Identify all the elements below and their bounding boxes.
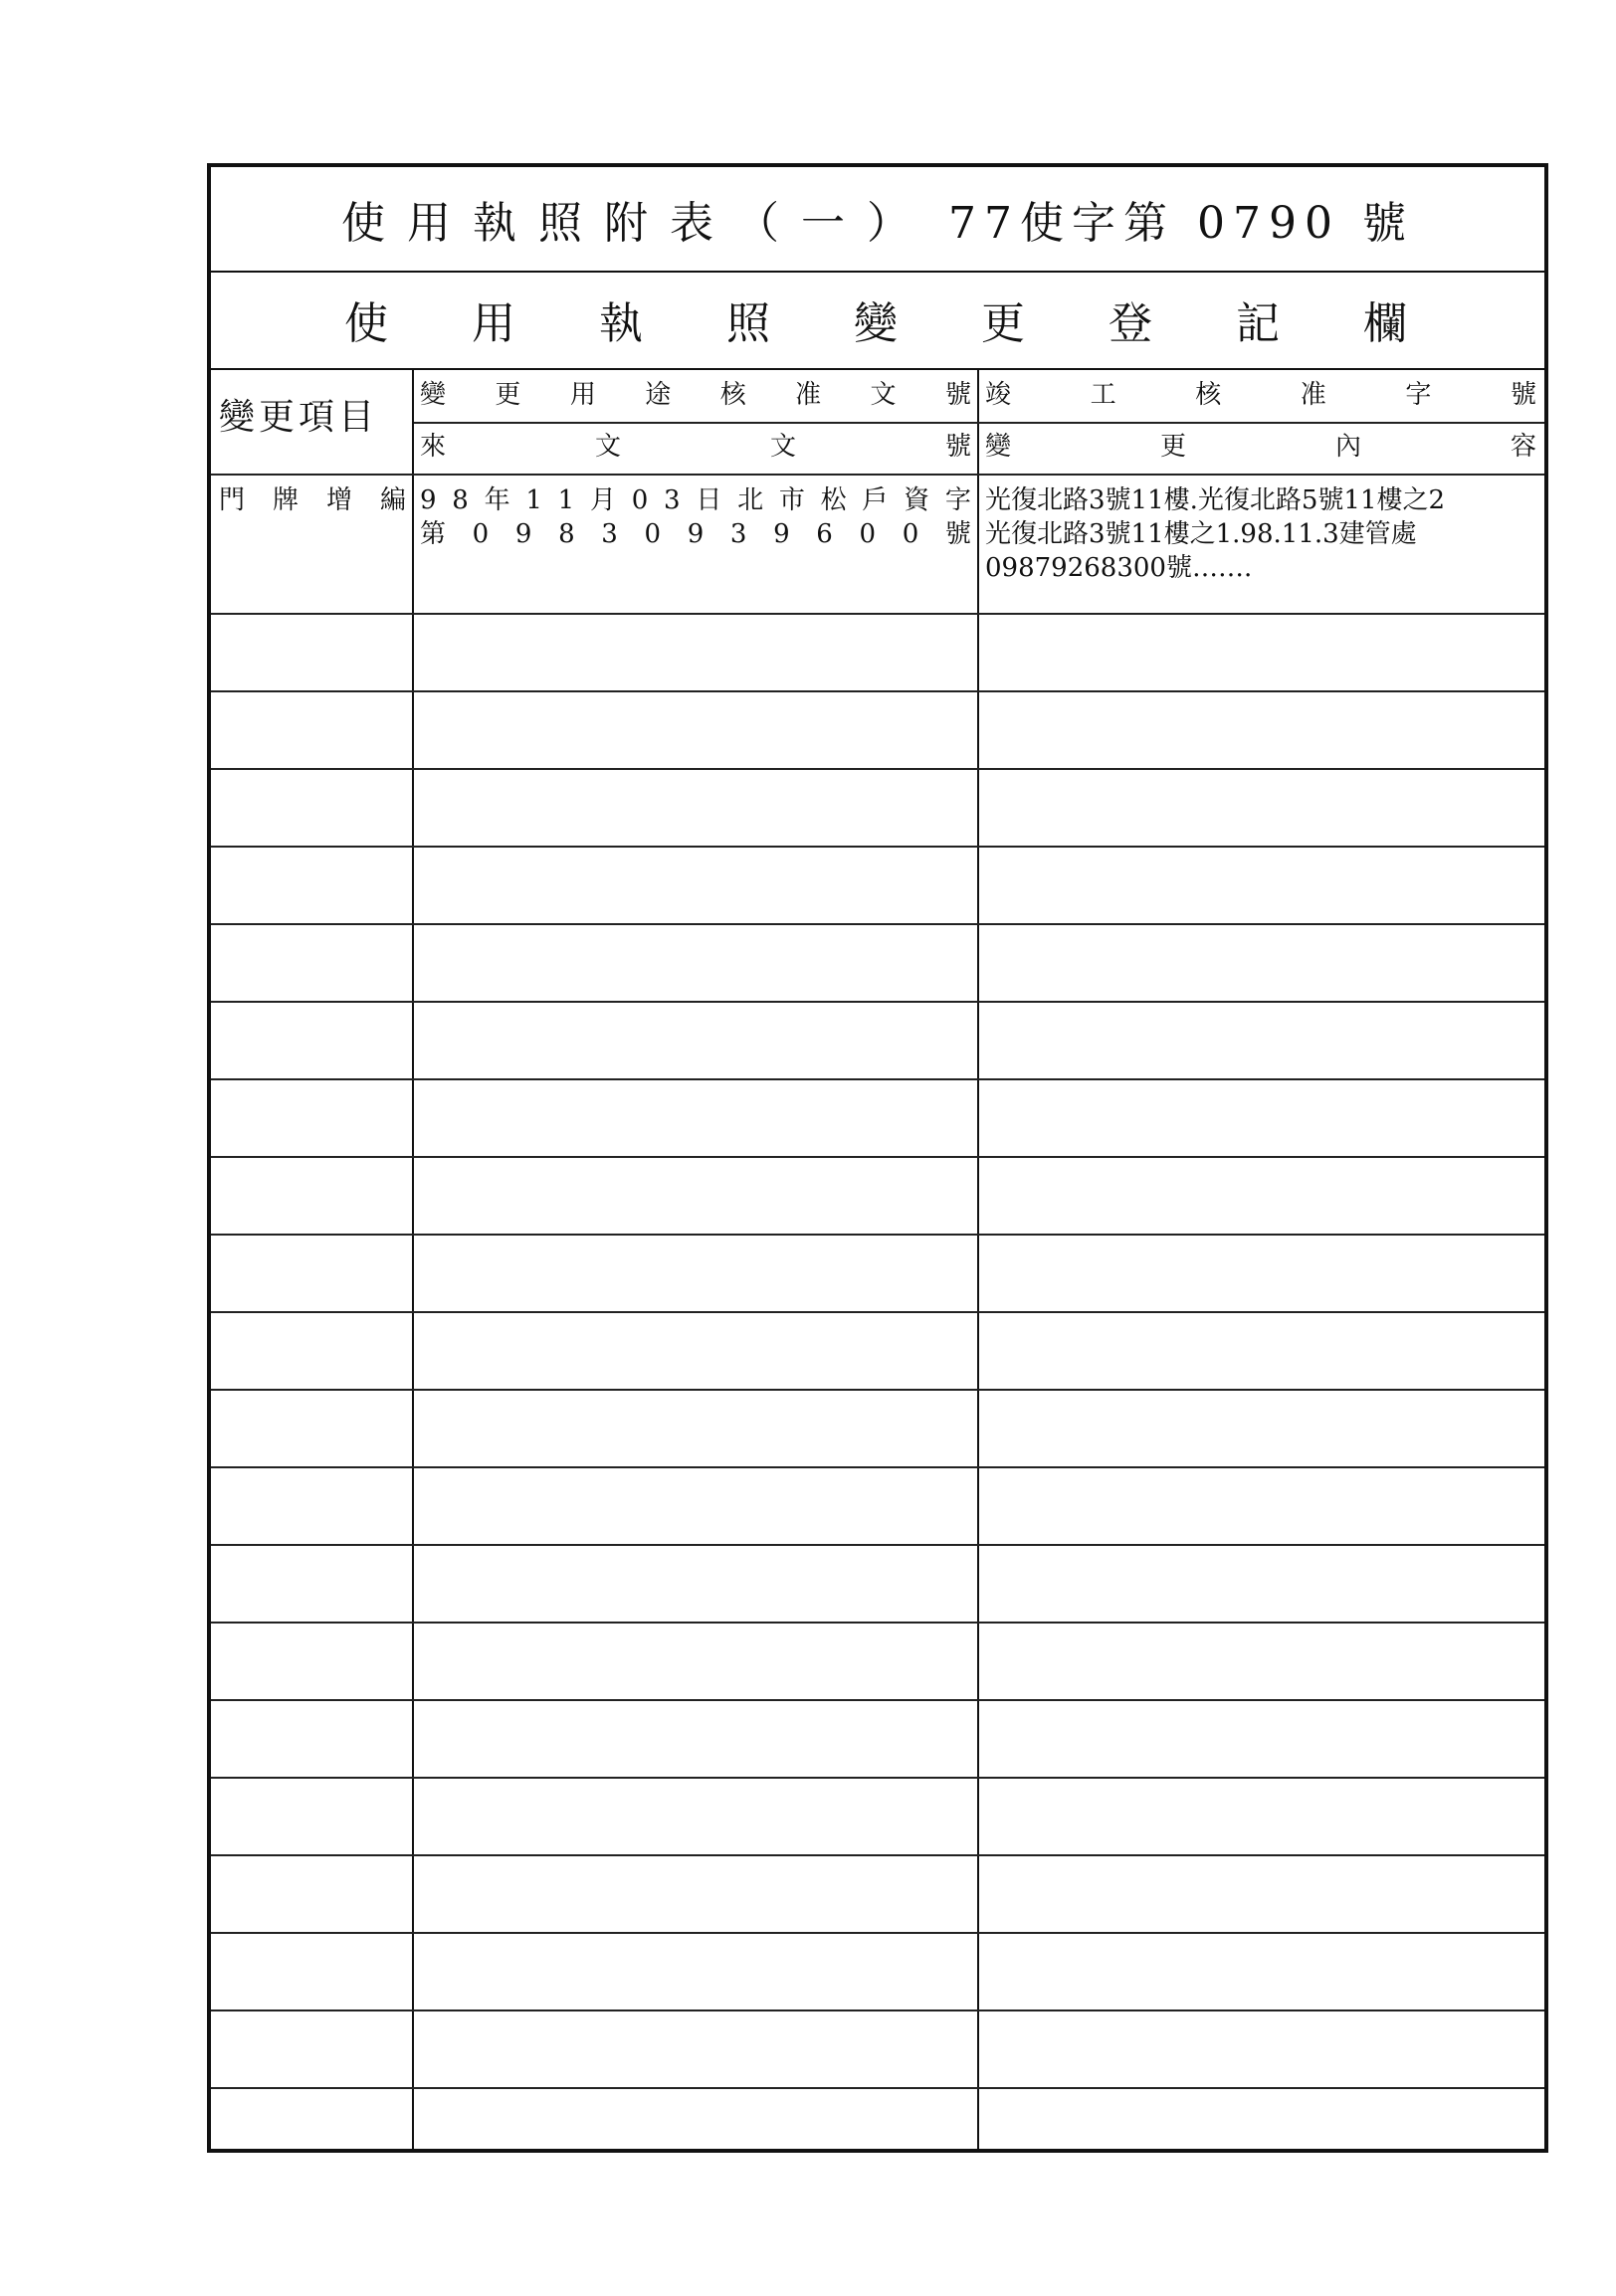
row-divider <box>211 690 1544 692</box>
spread-char: 准 <box>795 380 822 410</box>
spread-char: 0 <box>644 519 662 549</box>
spread-char: 內 <box>1334 432 1361 462</box>
row-divider <box>211 846 1544 848</box>
spread-char: 更 <box>495 380 521 410</box>
usage-license-form <box>207 163 1548 2153</box>
spread-char: 准 <box>1300 380 1326 410</box>
entry-document-line-1 <box>420 485 971 515</box>
row-divider <box>211 2087 1544 2089</box>
entry-document-line-2 <box>420 519 971 549</box>
spread-char: 日 <box>696 485 722 515</box>
spread-char: 牌 <box>272 485 299 515</box>
row-divider <box>211 1622 1544 1624</box>
spread-char: 0 <box>631 485 649 515</box>
spread-char: 月 <box>589 485 616 515</box>
spread-char: 資 <box>904 485 930 515</box>
row-divider <box>211 613 1544 615</box>
spread-char: 3 <box>601 519 618 549</box>
spread-char: 文 <box>870 380 897 410</box>
entry-change-content-line-2: 光復北路3號11樓之1.98.11.3建管處 <box>985 519 1417 549</box>
spread-char: 號 <box>944 519 971 549</box>
spread-char: 途 <box>645 380 672 410</box>
spread-char: 號 <box>1510 380 1536 410</box>
spread-char: 字 <box>1405 380 1432 410</box>
spread-char: 更 <box>1159 432 1186 462</box>
spread-char: 變 <box>420 380 447 410</box>
row-divider <box>211 1001 1544 1003</box>
spread-char: 號 <box>944 432 971 462</box>
spread-char: 3 <box>729 519 747 549</box>
entry-change-content-line-1: 光復北路3號11樓.光復北路5號11樓之2 <box>985 485 1446 515</box>
row-divider <box>211 1777 1544 1779</box>
spread-char: 8 <box>452 485 469 515</box>
change-register-table <box>211 370 1544 2149</box>
spread-char: 號 <box>944 380 971 410</box>
row-divider <box>211 1854 1544 1856</box>
row-divider <box>211 1156 1544 1158</box>
form-doc-number: 77使字第 0790 號 <box>948 198 1414 249</box>
entry-change-item <box>219 485 406 515</box>
header-completion-number <box>985 380 1536 410</box>
spread-char: 變 <box>985 432 1012 462</box>
spread-char: 文 <box>769 432 796 462</box>
spread-char: 增 <box>325 485 352 515</box>
row-divider <box>211 1466 1544 1468</box>
spread-char: 北 <box>737 485 764 515</box>
header-change-content <box>985 432 1536 462</box>
spread-char: 核 <box>719 380 746 410</box>
header-document-number <box>420 432 971 462</box>
spread-char: 3 <box>664 485 681 515</box>
spread-char: 9 <box>773 519 790 549</box>
row-divider <box>211 1389 1544 1391</box>
form-title <box>211 167 1544 273</box>
spread-char: 字 <box>944 485 971 515</box>
column-divider <box>412 370 414 2149</box>
spread-char: 年 <box>484 485 510 515</box>
spread-char: 核 <box>1195 380 1222 410</box>
spread-char: 來 <box>420 432 447 462</box>
spread-char: 1 <box>525 485 542 515</box>
header-divider <box>414 422 1544 424</box>
spread-char: 6 <box>816 519 833 549</box>
spread-char: 松 <box>820 485 847 515</box>
row-divider <box>211 1234 1544 1236</box>
header-approval-number <box>420 380 971 410</box>
spread-char: 0 <box>902 519 919 549</box>
row-divider <box>211 1311 1544 1313</box>
spread-char: 9 <box>687 519 705 549</box>
spread-char: 戶 <box>862 485 889 515</box>
column-divider <box>977 370 979 2149</box>
spread-char: 容 <box>1510 432 1536 462</box>
spread-char: 用 <box>569 380 596 410</box>
row-divider <box>211 768 1544 770</box>
form-subtitle: 使用執照變更登記欄 <box>211 271 1544 370</box>
spread-char: 市 <box>778 485 805 515</box>
spread-char: 第 <box>420 519 447 549</box>
row-divider <box>211 1699 1544 1701</box>
spread-char: 門 <box>219 485 246 515</box>
spread-char: 8 <box>558 519 575 549</box>
spread-char: 文 <box>594 432 621 462</box>
spread-char: 9 <box>514 519 532 549</box>
spread-char: 工 <box>1090 380 1116 410</box>
spread-char: 竣 <box>985 380 1012 410</box>
header-change-item: 變更項目 <box>219 397 379 438</box>
row-divider <box>211 1932 1544 1934</box>
row-divider <box>211 1078 1544 1080</box>
form-title-main: 使用執照附表（一） <box>341 198 933 249</box>
row-divider <box>211 923 1544 925</box>
row-divider <box>211 2009 1544 2011</box>
row-divider <box>211 474 1544 476</box>
spread-char: 0 <box>472 519 490 549</box>
row-divider <box>211 1544 1544 1546</box>
spread-char: 編 <box>379 485 406 515</box>
spread-char: 0 <box>859 519 877 549</box>
spread-char: 1 <box>557 485 575 515</box>
spread-char: 9 <box>420 485 437 515</box>
entry-change-content-line-3: 09879268300號……. <box>985 553 1253 583</box>
